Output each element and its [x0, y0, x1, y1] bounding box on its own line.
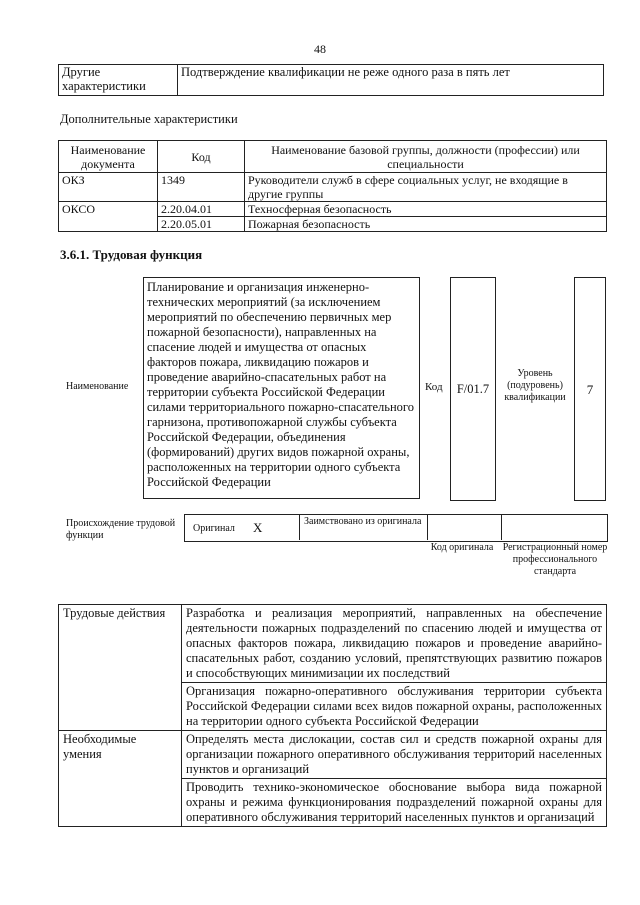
- table-row: [59, 731, 607, 779]
- row-text: Определять места дислокации, состав сил и средств пожарной охраны для организации пожарного оперативного обслуживания территорий населенных пунктов и организаций: [182, 731, 607, 779]
- function-level-value: 7: [586, 382, 594, 397]
- code-original-label: Код оригинала: [430, 542, 494, 553]
- row-name: Руководители служб в сфере социальных услуг, не входящие в другие группы: [245, 173, 607, 202]
- row-label-skills: Необходимые умения: [59, 731, 182, 827]
- origin-label: Происхождение трудовой функции: [66, 518, 176, 541]
- function-code-box: [450, 277, 496, 501]
- origin-divider: [501, 514, 502, 540]
- row-text: Разработка и реализация мероприятий, направленных на обеспечение деятельности пожарных подразделений по спасению людей и имущества от опасных факторов пожара, ликвидацию пожаров и проведение аварийно-спасательных работ, созданию условий, препятствующих развитию пожаров и способствующих минимизации их последствий: [182, 605, 607, 683]
- row-code: 2.20.04.01: [158, 202, 245, 217]
- header-document: Наименование документа: [59, 141, 158, 173]
- function-name-box: Планирование и организация инженерно-технических мероприятий (за исключением мероприятий по обеспечению первичных мер пожарной безопасности), направленных на спасение людей и имущества от опасных факторов пожара, ликвидацию пожаров и проведение аварийно-спасательных работ на территории субъекта Российской Федерации силами территориального пожарно-спасательного гарнизона, противопожарной службы субъекта Российской Федерации, объединения (формирований) других видов пожарной охраны, расположенных на территории одного субъекта Российской Федерации: [143, 277, 420, 499]
- function-level-box: [574, 277, 606, 501]
- row-doc: ОКСО: [59, 202, 158, 232]
- function-level-label: Уровень (подуровень) квалификации: [504, 368, 566, 403]
- other-characteristics-label: Другие характеристики: [59, 65, 178, 96]
- row-name: Техносферная безопасность: [245, 202, 607, 217]
- function-code-value: F/01.7: [456, 382, 490, 396]
- additional-characteristics-title: Дополнительные характеристики: [60, 112, 238, 126]
- row-code: 1349: [158, 173, 245, 202]
- other-characteristics-table: [58, 64, 604, 96]
- row-doc: ОКЗ: [59, 173, 158, 202]
- row-text: Организация пожарно-оперативного обслуживания территории субъекта Российской Федерации силами всех видов пожарной охраны, расположенных на территории одного субъекта Российской Федерации: [182, 683, 607, 731]
- labor-table: [58, 604, 607, 827]
- section-title: 3.6.1. Трудовая функция: [60, 247, 203, 262]
- row-name: Пожарная безопасность: [245, 217, 607, 232]
- other-characteristics-value: Подтверждение квалификации не реже одного раза в пять лет: [178, 65, 604, 96]
- origin-divider: [427, 514, 428, 540]
- reg-number-label: Регистрационный номер профессионального стандарта: [502, 542, 608, 577]
- table-row: [59, 173, 607, 202]
- original-label: Оригинал: [193, 523, 235, 534]
- header-group-name: Наименование базовой группы, должности (профессии) или специальности: [245, 141, 607, 173]
- row-text: Проводить технико-экономическое обоснование выбора вида пожарной охраны и режима функционирования подразделений пожарной охраны для оперативного обслуживания территорий населенных пунктов и организаций: [182, 779, 607, 827]
- row-label-actions: Трудовые действия: [59, 605, 182, 731]
- borrowed-label: Заимствовано из оригинала: [304, 516, 422, 527]
- additional-characteristics-table: [58, 140, 607, 232]
- function-code-label: Код: [425, 381, 443, 393]
- row-code: 2.20.05.01: [158, 217, 245, 232]
- origin-divider: [299, 514, 300, 540]
- table-row: [59, 605, 607, 683]
- header-code: Код: [158, 141, 245, 173]
- original-mark: X: [253, 520, 263, 535]
- table-row: [59, 202, 607, 217]
- function-name-label: Наименование: [66, 381, 129, 392]
- page-number: 48: [314, 42, 326, 56]
- origin-box: [184, 514, 608, 542]
